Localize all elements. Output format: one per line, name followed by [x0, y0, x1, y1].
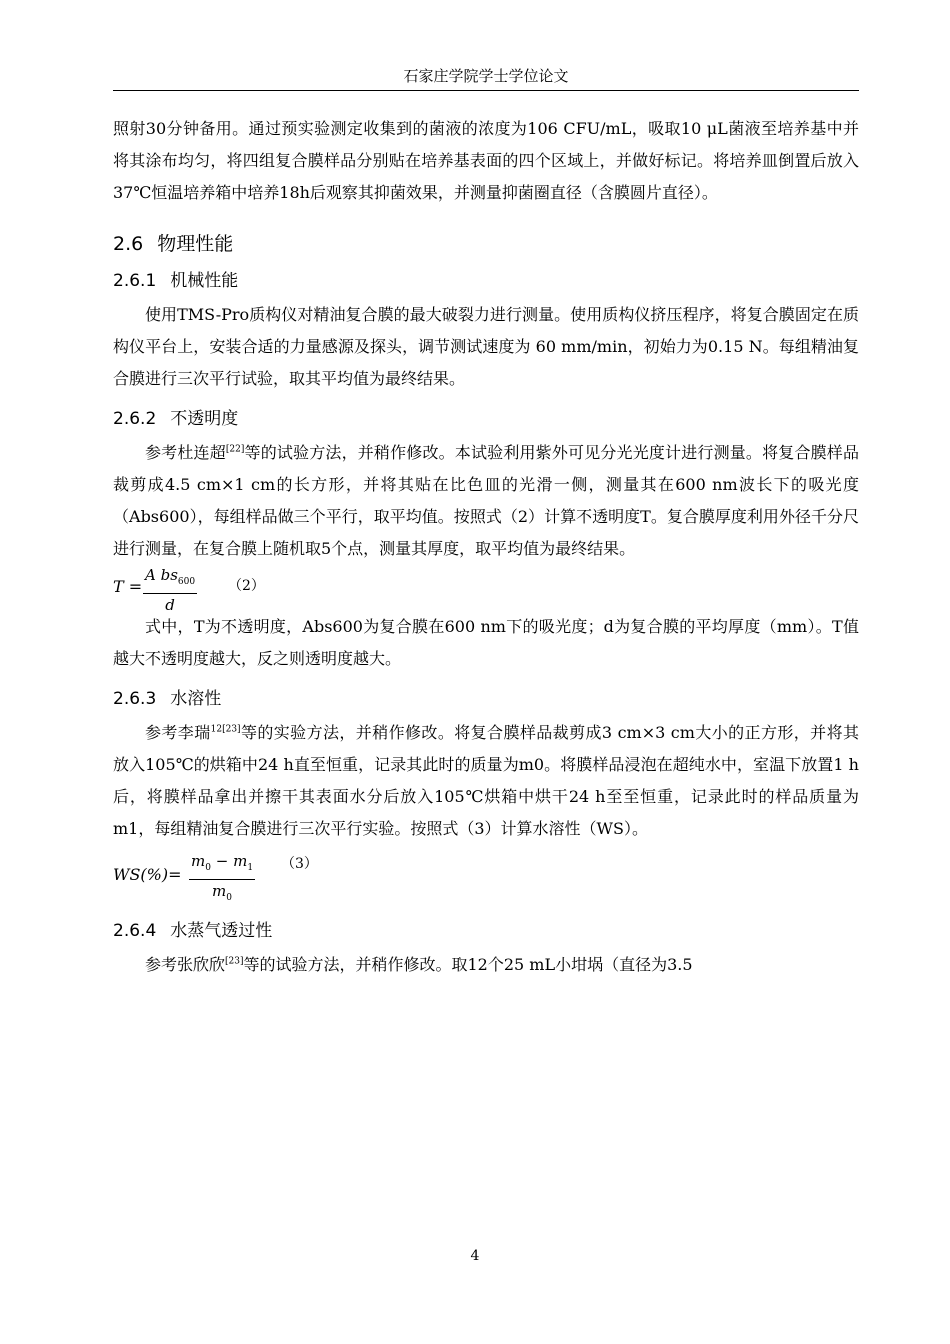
formula-fraction — [189, 851, 255, 909]
subsection-title: 水蒸气透过性 — [170, 921, 273, 941]
paragraph-mechanical: 使用TMS-Pro质构仪对精油复合膜的最大破裂力进行测量。使用质构仪挤压程序，将复合膜固定在质构仪平台上，安装合适的力量感源及探头，调节测试速度为 60 mm/min，初始力为0.15 N。每组精油复合膜进行三次平行试验，取其平均值为最终结果。 — [113, 305, 859, 388]
subsection-heading-2-6-3 — [113, 687, 859, 711]
text-segment: 等的试验方法，并稍作修改。本试验利用紫外可见分光光度计进行测量。将复合膜样品裁剪成4.5 cm×1 cm的长方形，并将其贴在比色皿的光滑一侧，测量其在600 nm波长下的吸光度（Abs600），每组样品做三个平行，取平均值。按照式（2）计算不透明度T。复合膜厚度利用外径千分尺进行测量，在复合膜上随机取5个点，测量其厚度，取平均值为最终结果。 — [113, 443, 859, 558]
formula-lhs: WS(%)= — [113, 865, 182, 884]
section-title: 物理性能 — [157, 233, 234, 255]
text-segment: 等的实验方法，并稍作修改。将复合膜样品裁剪成3 cm×3 cm大小的正方形，并将其放入105℃的烘箱中24 h直至恒重，记录其此时的质量为m0。将膜样品浸泡在超纯水中，室温下放置1 h后，将膜样品拿出并擦干其表面水分后放入105℃烘箱中烘干24 h至至恒重，记录此时的样品质量为m1，每组精油复合膜进行三次平行实验。按照式（3）计算水溶性（WS）。 — [113, 723, 859, 838]
paragraph-opacity-explain: 式中，T为不透明度，Abs600为复合膜在600 nm下的吸光度；d为复合膜的平均厚度（mm）。T值越大不透明度越大，反之则透明度越大。 — [113, 617, 859, 668]
formula-subscript: 600 — [177, 577, 196, 587]
intro-paragraph: 照射30分钟备用。通过预实验测定收集到的菌液的浓度为106 CFU/mL，吸取10 μL菌液至培养基中并将其涂布均匀，将四组复合膜样品分别贴在培养基表面的四个区域上，并做好标记。将培养皿倒置后放入37℃恒温培养箱中培养18h后观察其抑菌效果，并测量抑菌圈直径（含膜圆片直径）。 — [113, 119, 859, 202]
formula-subscript: 0 — [205, 863, 211, 873]
formula-term: m — [233, 852, 248, 870]
text-segment: 参考李瑞 — [145, 723, 211, 742]
formula-operator: − — [210, 852, 234, 870]
equation-number: （2） — [228, 578, 265, 594]
paragraph-water-solubility — [113, 717, 859, 845]
formula-opacity — [113, 565, 859, 614]
subsection-title: 机械性能 — [170, 271, 239, 291]
formula-term: A bs — [145, 566, 178, 584]
subsection-number: 2.6.1 — [113, 271, 157, 291]
formula-numerator — [143, 565, 197, 594]
formula-numerator — [189, 851, 255, 880]
text-segment: 参考张欣欣 — [145, 955, 226, 974]
subsection-heading-2-6-2 — [113, 407, 859, 431]
citation-ref: [23] — [225, 956, 244, 967]
paragraph-water-vapor — [113, 949, 859, 981]
section-heading — [113, 231, 859, 257]
text-segment: 等的试验方法，并稍作修改。取12个25 mL小坩埚（直径为3.5 — [243, 955, 693, 974]
subsection-heading-2-6-1 — [113, 269, 859, 293]
formula-lhs: T = — [113, 577, 143, 596]
formula-denominator: d — [165, 596, 175, 614]
formula-fraction — [143, 565, 197, 616]
citation-ref: [22] — [225, 444, 245, 455]
section-number: 2.6 — [113, 233, 144, 255]
formula-denominator — [189, 880, 255, 909]
subsection-number: 2.6.3 — [113, 689, 157, 709]
formula-subscript: 1 — [247, 863, 254, 873]
formula-term: m — [212, 882, 227, 900]
header-rule — [113, 90, 859, 91]
subsection-title: 不透明度 — [170, 409, 239, 429]
page-content — [113, 113, 859, 981]
formula-subscript: 0 — [226, 893, 232, 903]
page-number: 4 — [470, 1248, 480, 1264]
equation-number: （3） — [281, 856, 318, 872]
citation-ref: 12[23] — [210, 724, 241, 735]
subsection-title: 水溶性 — [170, 689, 222, 709]
formula-term: m — [191, 852, 206, 870]
subsection-heading-2-6-4 — [113, 919, 859, 943]
formula-water-solubility — [113, 851, 859, 907]
subsection-number: 2.6.2 — [113, 409, 157, 429]
paragraph-opacity — [113, 437, 859, 565]
text-segment: 参考杜连超 — [145, 443, 226, 462]
subsection-number: 2.6.4 — [113, 921, 157, 941]
running-header: 石家庄学院学士学位论文 — [403, 67, 569, 85]
